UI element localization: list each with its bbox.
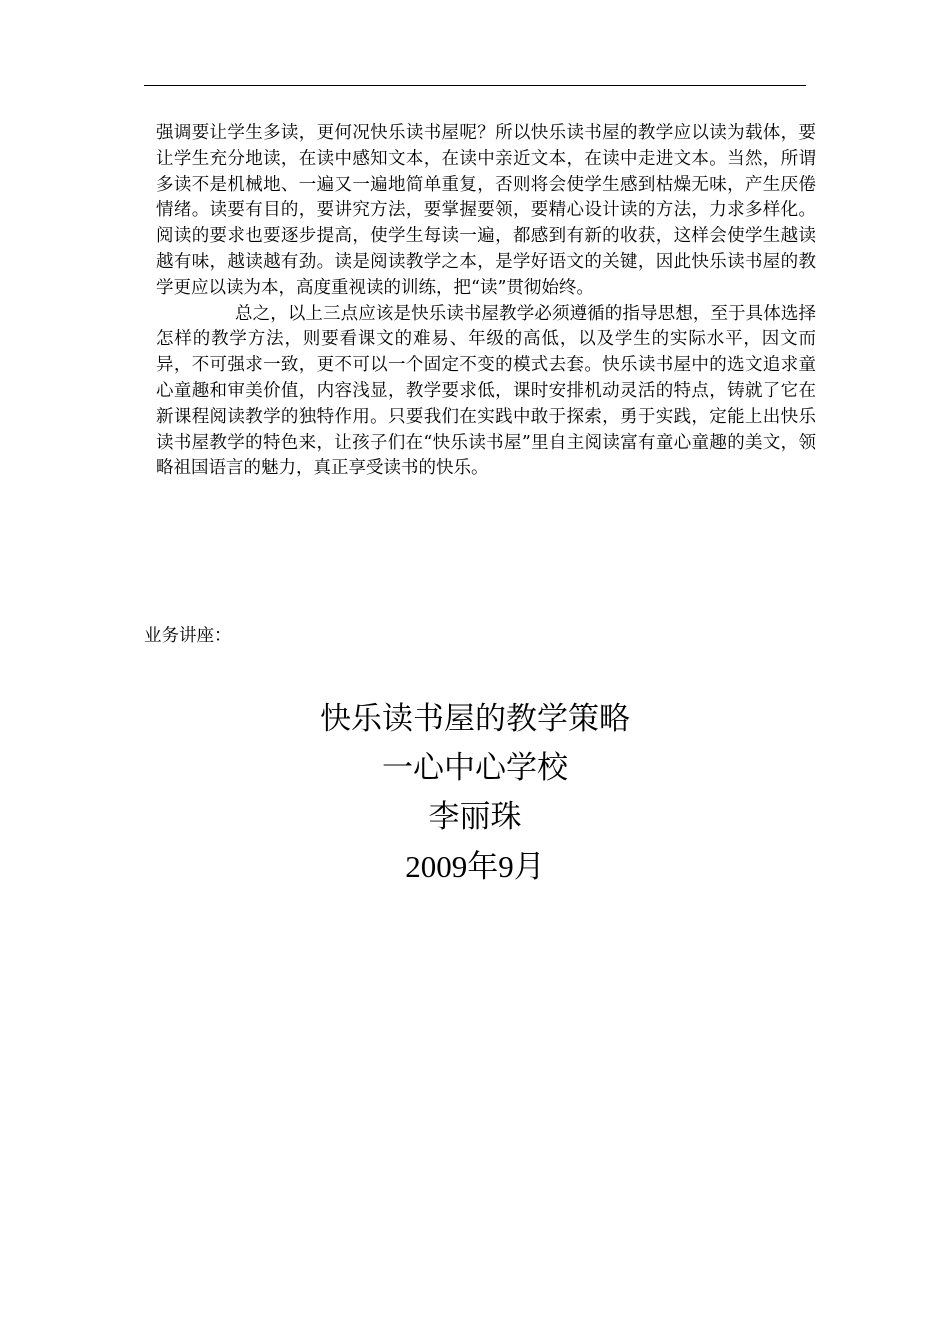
- school-name: 一心中心学校: [382, 750, 568, 786]
- paragraph-reading-emphasis: 强调要让学生多读，更何况快乐读书屋呢？所以快乐读书屋的教学应以读为载体，要让学生充分地读，在读中感知文本，在读中亲近文本，在读中走进文本。当然，所谓多读不是机械地、一遍又一遍地简单重复，否则将会使学生感到枯燥无味，产生厌倦情绪。读要有目的，要讲究方法，要掌握要领，要精心设计读的方法，力求多样化。阅读的要求也要逐步提高，使学生每读一遍，都感到有新的收获，这样会使学生越读越有味，越读越有劲。读是阅读教学之本，是学好语文的关键，因此快乐读书屋的教学更应以读为本，高度重视读的训练，把“读”贯彻始终。: [156, 123, 816, 298]
- section-label: 业务讲座：: [144, 626, 232, 646]
- header-rule: [144, 85, 806, 86]
- paragraph-conclusion: 总之，以上三点应该是快乐读书屋教学必须遵循的指导思想，至于具体选择怎样的教学方法，则要看课文的难易、年级的高低，以及学生的实际水平，因文而异，不可强求一致，更不可以一个固定不变的模式去套。快乐读书屋中的选文追求童心童趣和审美价值，内容浅显，教学要求低，课时安排机动灵活的特点，铸就了它在新课程阅读教学的独特作用。只要我们在实践中敢于探索，勇于实践，定能上出快乐读书屋教学的特色来，让孩子们在“快乐读书屋”里自主阅读富有童心童趣的美文，领略祖国语言的魅力，真正享受读书的快乐。: [156, 303, 816, 479]
- lecture-title: 快乐读书屋的教学策略: [320, 701, 630, 737]
- author-name: 李丽珠: [428, 799, 522, 835]
- body-text: [156, 121, 816, 482]
- title-block: [0, 695, 950, 891]
- lecture-date: 2009年9月: [405, 849, 545, 884]
